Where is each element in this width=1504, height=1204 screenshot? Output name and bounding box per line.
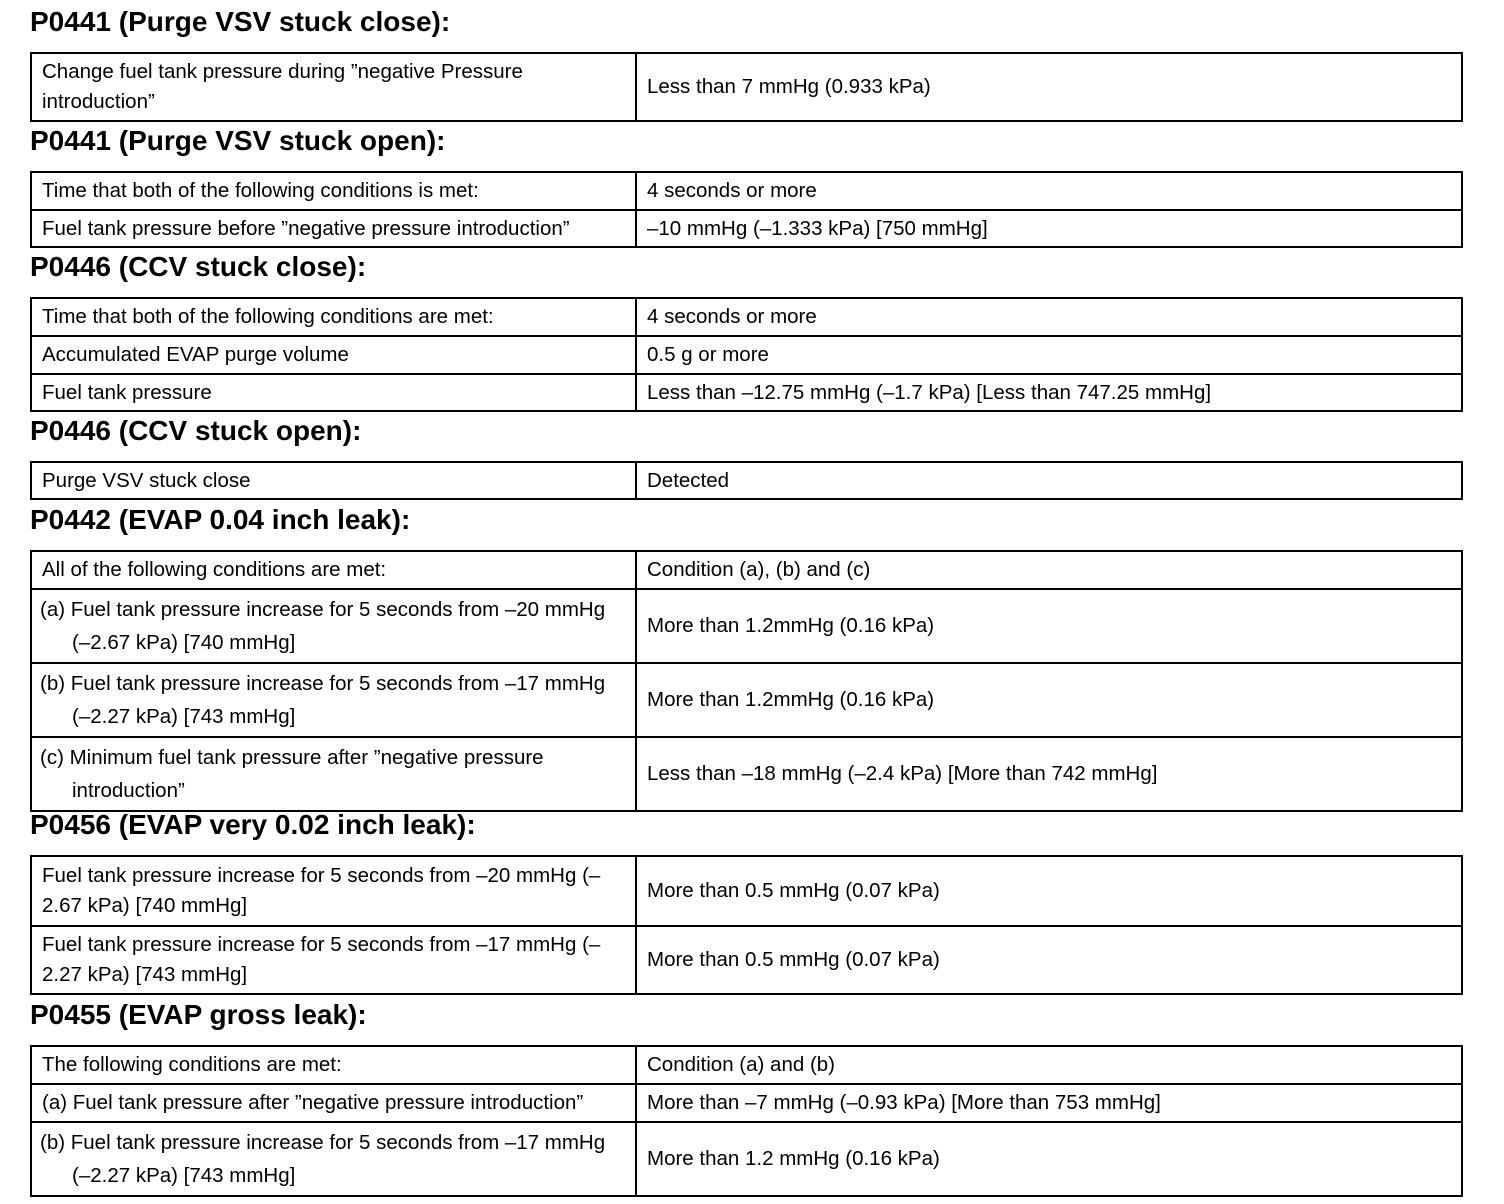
value-cell: Condition (a) and (b) bbox=[636, 1046, 1462, 1084]
table-row bbox=[31, 336, 1462, 374]
section-title: P0456 (EVAP very 0.02 inch leak): bbox=[30, 809, 476, 840]
table-row bbox=[31, 210, 1462, 247]
table-row bbox=[31, 298, 1462, 336]
section-title: P0442 (EVAP 0.04 inch leak): bbox=[30, 504, 411, 535]
section-p0456-leak bbox=[30, 808, 1463, 995]
condition-table bbox=[30, 855, 1463, 995]
section-p0442-leak bbox=[30, 503, 1463, 812]
table-row bbox=[31, 737, 1462, 811]
value-cell: More than 1.2mmHg (0.16 kPa) bbox=[636, 663, 1462, 737]
value-cell: Less than –12.75 mmHg (–1.7 kPa) [Less than 747.25 mmHg] bbox=[636, 374, 1462, 411]
table-row bbox=[31, 551, 1462, 589]
condition-cell: (b) Fuel tank pressure increase for 5 seconds from –17 mmHg (–2.27 kPa) [743 mmHg] bbox=[31, 663, 636, 737]
value-cell: More than 0.5 mmHg (0.07 kPa) bbox=[636, 926, 1462, 994]
condition-cell: Time that both of the following conditions are met: bbox=[31, 298, 636, 336]
section-p0446-stuck-open bbox=[30, 414, 1463, 500]
condition-cell: (b) Fuel tank pressure increase for 5 seconds from –17 mmHg (–2.27 kPa) [743 mmHg] bbox=[31, 1122, 636, 1196]
section-title: P0446 (CCV stuck open): bbox=[30, 415, 362, 446]
condition-table bbox=[30, 297, 1463, 412]
table-row bbox=[31, 589, 1462, 663]
condition-cell: Fuel tank pressure before ”negative pressure introduction” bbox=[31, 210, 636, 247]
value-cell: More than –7 mmHg (–0.93 kPa) [More than 753 mmHg] bbox=[636, 1084, 1462, 1122]
section-p0446-stuck-close bbox=[30, 250, 1463, 412]
value-cell: Condition (a), (b) and (c) bbox=[636, 551, 1462, 589]
condition-cell: Fuel tank pressure bbox=[31, 374, 636, 411]
condition-table bbox=[30, 171, 1463, 248]
table-row bbox=[31, 462, 1462, 499]
condition-table bbox=[30, 52, 1463, 122]
value-cell: 4 seconds or more bbox=[636, 172, 1462, 210]
condition-cell: The following conditions are met: bbox=[31, 1046, 636, 1084]
condition-table bbox=[30, 461, 1463, 500]
section-title: P0455 (EVAP gross leak): bbox=[30, 999, 367, 1030]
table-row bbox=[31, 374, 1462, 411]
table-row bbox=[31, 1084, 1462, 1122]
value-cell: More than 1.2 mmHg (0.16 kPa) bbox=[636, 1122, 1462, 1196]
value-cell: More than 1.2mmHg (0.16 kPa) bbox=[636, 589, 1462, 663]
table-row bbox=[31, 663, 1462, 737]
section-p0455-gross-leak bbox=[30, 998, 1463, 1197]
condition-cell: Accumulated EVAP purge volume bbox=[31, 336, 636, 374]
condition-cell: Time that both of the following conditions is met: bbox=[31, 172, 636, 210]
section-title: P0441 (Purge VSV stuck open): bbox=[30, 125, 446, 156]
section-title: P0446 (CCV stuck close): bbox=[30, 251, 367, 282]
table-row bbox=[31, 172, 1462, 210]
table-row bbox=[31, 53, 1462, 121]
value-cell: 4 seconds or more bbox=[636, 298, 1462, 336]
condition-cell: Fuel tank pressure increase for 5 seconds from –20 mmHg (–2.67 kPa) [740 mmHg] bbox=[31, 856, 636, 926]
value-cell: Less than –18 mmHg (–2.4 kPa) [More than 742 mmHg] bbox=[636, 737, 1462, 811]
condition-cell: Fuel tank pressure increase for 5 seconds from –17 mmHg (–2.27 kPa) [743 mmHg] bbox=[31, 926, 636, 994]
table-row bbox=[31, 926, 1462, 994]
table-row bbox=[31, 856, 1462, 926]
condition-cell: (a) Fuel tank pressure increase for 5 seconds from –20 mmHg (–2.67 kPa) [740 mmHg] bbox=[31, 589, 636, 663]
value-cell: –10 mmHg (–1.333 kPa) [750 mmHg] bbox=[636, 210, 1462, 247]
condition-cell: Change fuel tank pressure during ”negative Pressure introduction” bbox=[31, 53, 636, 121]
section-p0441-stuck-open bbox=[30, 124, 1463, 248]
condition-table bbox=[30, 1045, 1463, 1197]
table-row bbox=[31, 1046, 1462, 1084]
section-title: P0441 (Purge VSV stuck close): bbox=[30, 6, 451, 37]
condition-cell: Purge VSV stuck close bbox=[31, 462, 636, 499]
condition-cell: (c) Minimum fuel tank pressure after ”negative pressure introduction” bbox=[31, 737, 636, 811]
condition-cell: (a) Fuel tank pressure after ”negative pressure introduction” bbox=[31, 1084, 636, 1122]
table-row bbox=[31, 1122, 1462, 1196]
value-cell: Detected bbox=[636, 462, 1462, 499]
condition-table bbox=[30, 550, 1463, 812]
value-cell: 0.5 g or more bbox=[636, 336, 1462, 374]
condition-cell: All of the following conditions are met: bbox=[31, 551, 636, 589]
value-cell: More than 0.5 mmHg (0.07 kPa) bbox=[636, 856, 1462, 926]
value-cell: Less than 7 mmHg (0.933 kPa) bbox=[636, 53, 1462, 121]
section-p0441-stuck-close bbox=[30, 5, 1463, 122]
